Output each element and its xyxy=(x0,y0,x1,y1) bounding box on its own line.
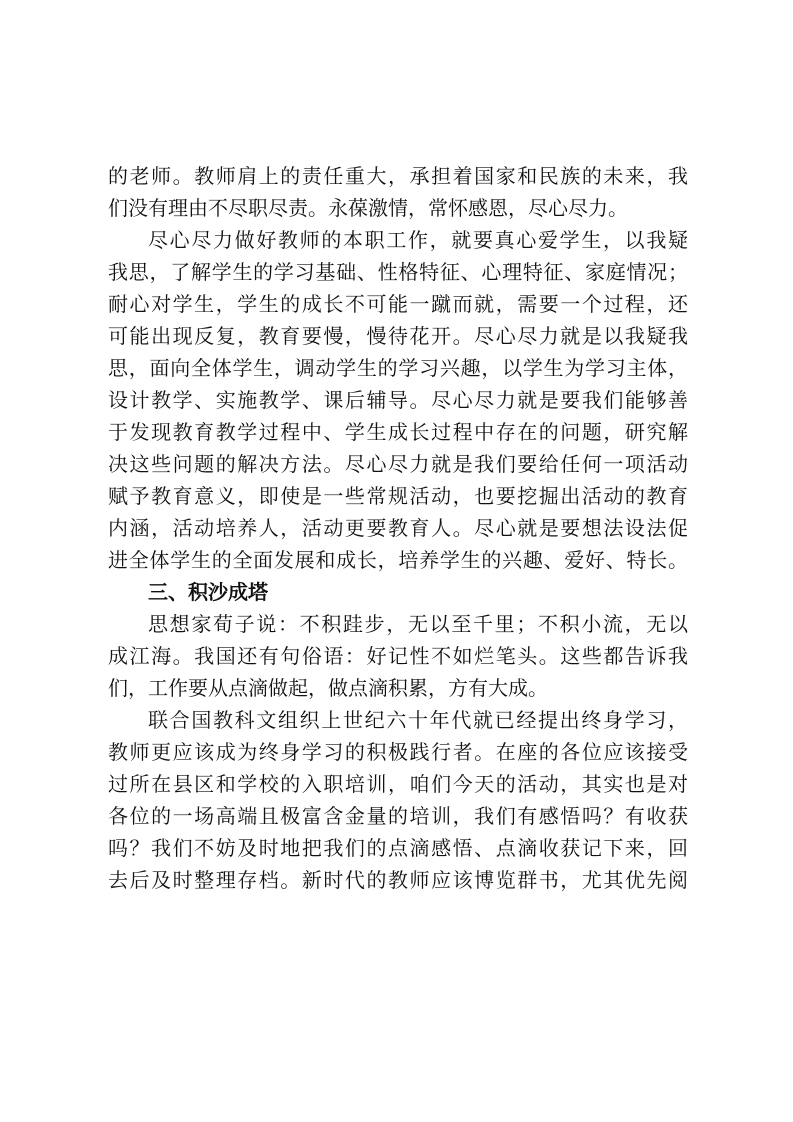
text-line: 于发现教育教学过程中、学生成长过程中存在的问题，研究解 xyxy=(108,420,688,444)
text-line: 成江海。我国还有句俗语：好记性不如烂笔头。这些都告诉我 xyxy=(108,644,688,668)
section-heading: 三、积沙成塔 xyxy=(148,580,268,604)
paragraph-first-line: 尽心尽力做好教师的本职工作，就要真心爱学生，以我疑 xyxy=(148,228,688,252)
text-line: 赋予教育意义，即使是一些常规活动，也要挖掘出活动的教育 xyxy=(108,484,688,508)
paragraph-first-line: 思想家荀子说：不积跬步，无以至千里；不积小流，无以 xyxy=(148,612,688,636)
text-line: 去后及时整理存档。新时代的教师应该博览群书，尤其优先阅 xyxy=(108,868,688,892)
body-text xyxy=(108,160,688,896)
text-line: 进全体学生的全面发展和成长，培养学生的兴趣、爱好、特长。 xyxy=(108,548,688,572)
paragraph-first-line: 联合国教科文组织上世纪六十年代就已经提出终身学习， xyxy=(148,708,688,732)
text-line: 我思，了解学生的学习基础、性格特征、心理特征、家庭情况； xyxy=(108,260,688,284)
text-line: 可能出现反复，教育要慢，慢待花开。尽心尽力就是以我疑我 xyxy=(108,324,688,348)
text-line: 的老师。教师肩上的责任重大，承担着国家和民族的未来，我 xyxy=(108,164,688,188)
text-line: 教师更应该成为终身学习的积极践行者。在座的各位应该接受 xyxy=(108,740,688,764)
text-line: 们，工作要从点滴做起，做点滴积累，方有大成。 xyxy=(108,676,548,700)
text-line: 耐心对学生，学生的成长不可能一蹴而就，需要一个过程，还 xyxy=(108,292,688,316)
text-line: 思，面向全体学生，调动学生的学习兴趣，以学生为学习主体， xyxy=(108,356,688,380)
text-line: 决这些问题的解决方法。尽心尽力就是我们要给任何一项活动 xyxy=(108,452,688,476)
text-line: 设计教学、实施教学、课后辅导。尽心尽力就是要我们能够善 xyxy=(108,388,688,412)
text-line: 们没有理由不尽职尽责。永葆激情，常怀感恩，尽心尽力。 xyxy=(108,196,628,220)
text-line: 过所在县区和学校的入职培训，咱们今天的活动，其实也是对 xyxy=(108,772,688,796)
text-line: 各位的一场高端且极富含金量的培训，我们有感悟吗？有收获 xyxy=(108,804,688,828)
text-line: 吗？我们不妨及时地把我们的点滴感悟、点滴收获记下来，回 xyxy=(108,836,688,860)
text-line: 内涵，活动培养人，活动更要教育人。尽心就是要想法设法促 xyxy=(108,516,688,540)
